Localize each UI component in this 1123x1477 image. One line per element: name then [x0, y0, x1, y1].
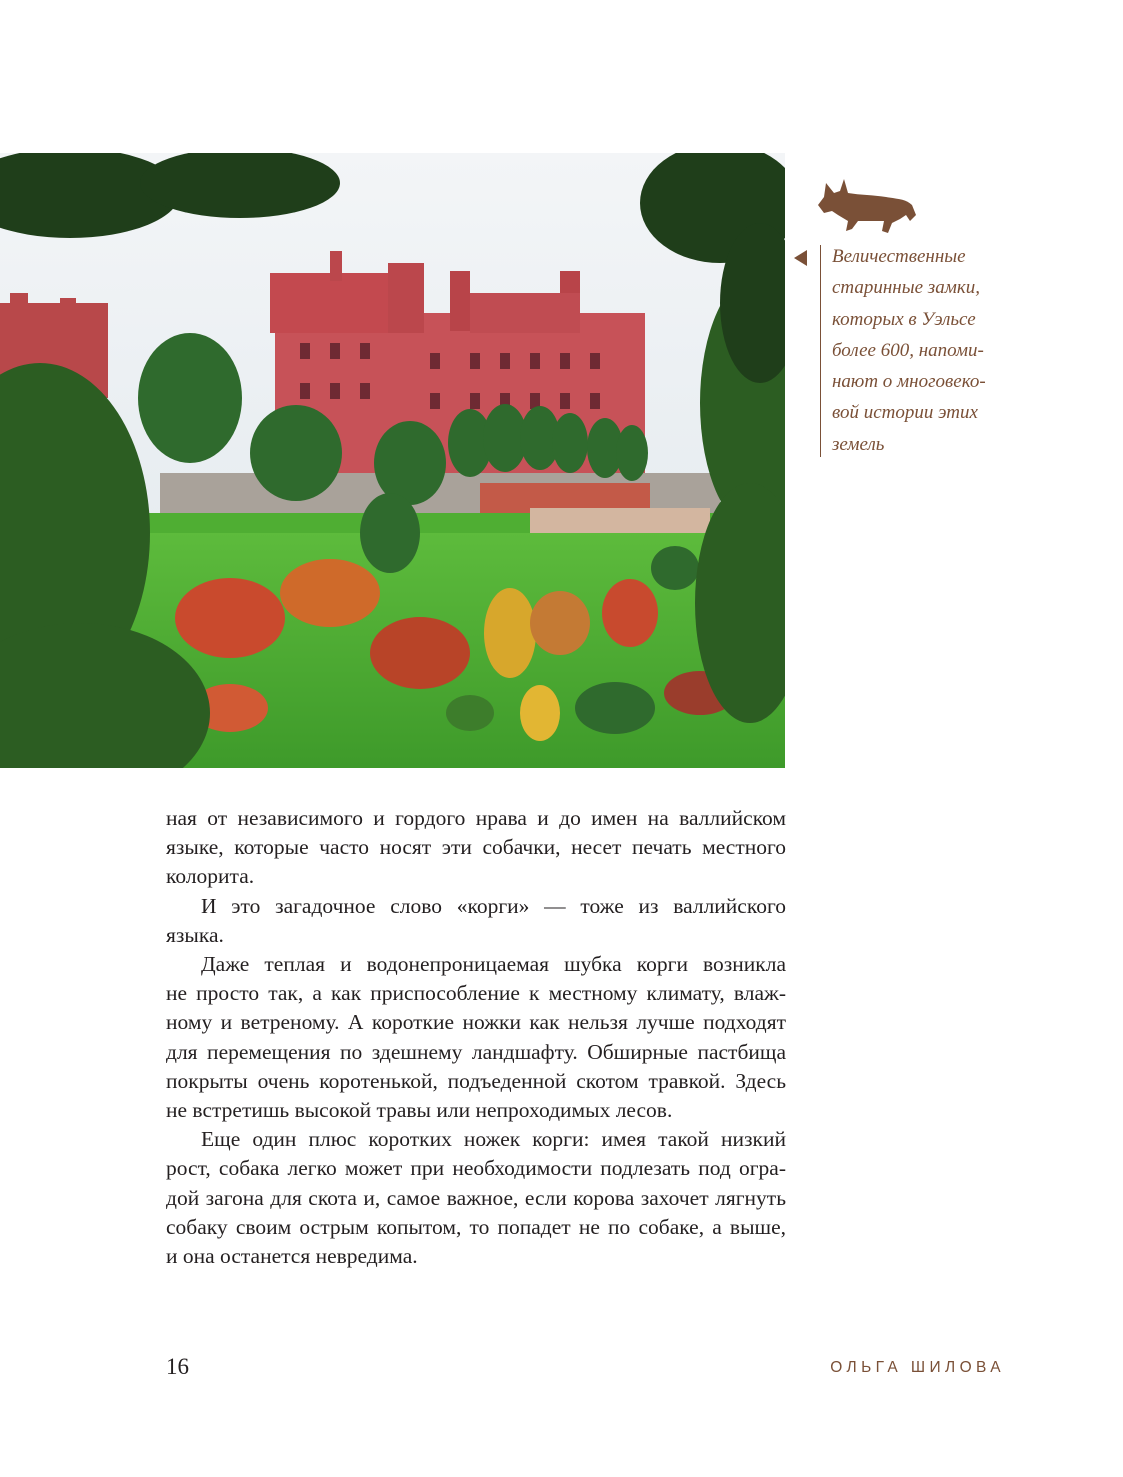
text-line: ная от независимого и гордого нрава и до имен на валлийском: [166, 806, 786, 830]
caption-line: старинные замки,: [832, 277, 980, 299]
running-footer-author: ОЛЬГА ШИЛОВА: [830, 1359, 1005, 1376]
corgi-silhouette-icon: [814, 175, 918, 237]
page-number: 16: [166, 1354, 189, 1379]
caption-pointer-arrow-icon: [794, 250, 807, 266]
caption-line: вой истории этих: [832, 402, 978, 424]
text-line: И это загадочное слово «корги» — тоже из валлийского: [201, 893, 786, 918]
caption-line: Величественные: [832, 246, 966, 267]
castle-photo: [0, 153, 785, 768]
text-line: языке, которые часто носят эти собачки, несет печать местного: [166, 835, 786, 860]
text-line: не встретишь высокой травы или непроходимых лесов.: [166, 1098, 673, 1123]
text-line: колорита.: [166, 864, 255, 889]
text-line: Еще один плюс коротких ножек корги: имея такой низкий: [201, 1127, 786, 1152]
text-line: рост, собака легко может при необходимости подлезать под огра-: [166, 1156, 786, 1181]
text-line: Даже теплая и водонепроницаемая шубка корги возникла: [201, 952, 786, 977]
text-line: языка.: [166, 922, 224, 947]
castle-garden-image: [0, 153, 785, 768]
paragraph: [166, 804, 786, 892]
caption-line: которых в Уэльсе: [832, 308, 976, 330]
text-line: не просто так, а как приспособление к местному климату, влаж-: [166, 981, 786, 1006]
caption-line: земель: [832, 433, 885, 455]
paragraph: [166, 950, 786, 1125]
text-line: ному и ветреному. А короткие ножки как нельзя лучше подходят: [166, 1010, 786, 1035]
text-line: собаку своим острым копытом, то попадет не по собаке, а выше,: [166, 1214, 786, 1239]
text-line: покрыты очень коротенькой, подъеденной скотом травкой. Здесь: [166, 1068, 786, 1093]
paragraph: [166, 892, 786, 950]
caption-line: более 600, напоми-: [832, 339, 984, 361]
paragraph: [166, 1125, 786, 1271]
caption-line: нают о многовеко-: [832, 371, 986, 393]
text-line: дой загона для скота и, самое важное, если корова захочет лягнуть: [166, 1185, 786, 1210]
text-line: для перемещения по здешнему ландшафту. Обширные пастбища: [166, 1039, 786, 1064]
text-line: и она останется невредима.: [166, 1244, 418, 1269]
body-text: [166, 804, 786, 1271]
caption-rule: [820, 245, 821, 457]
photo-caption: [832, 241, 1022, 460]
